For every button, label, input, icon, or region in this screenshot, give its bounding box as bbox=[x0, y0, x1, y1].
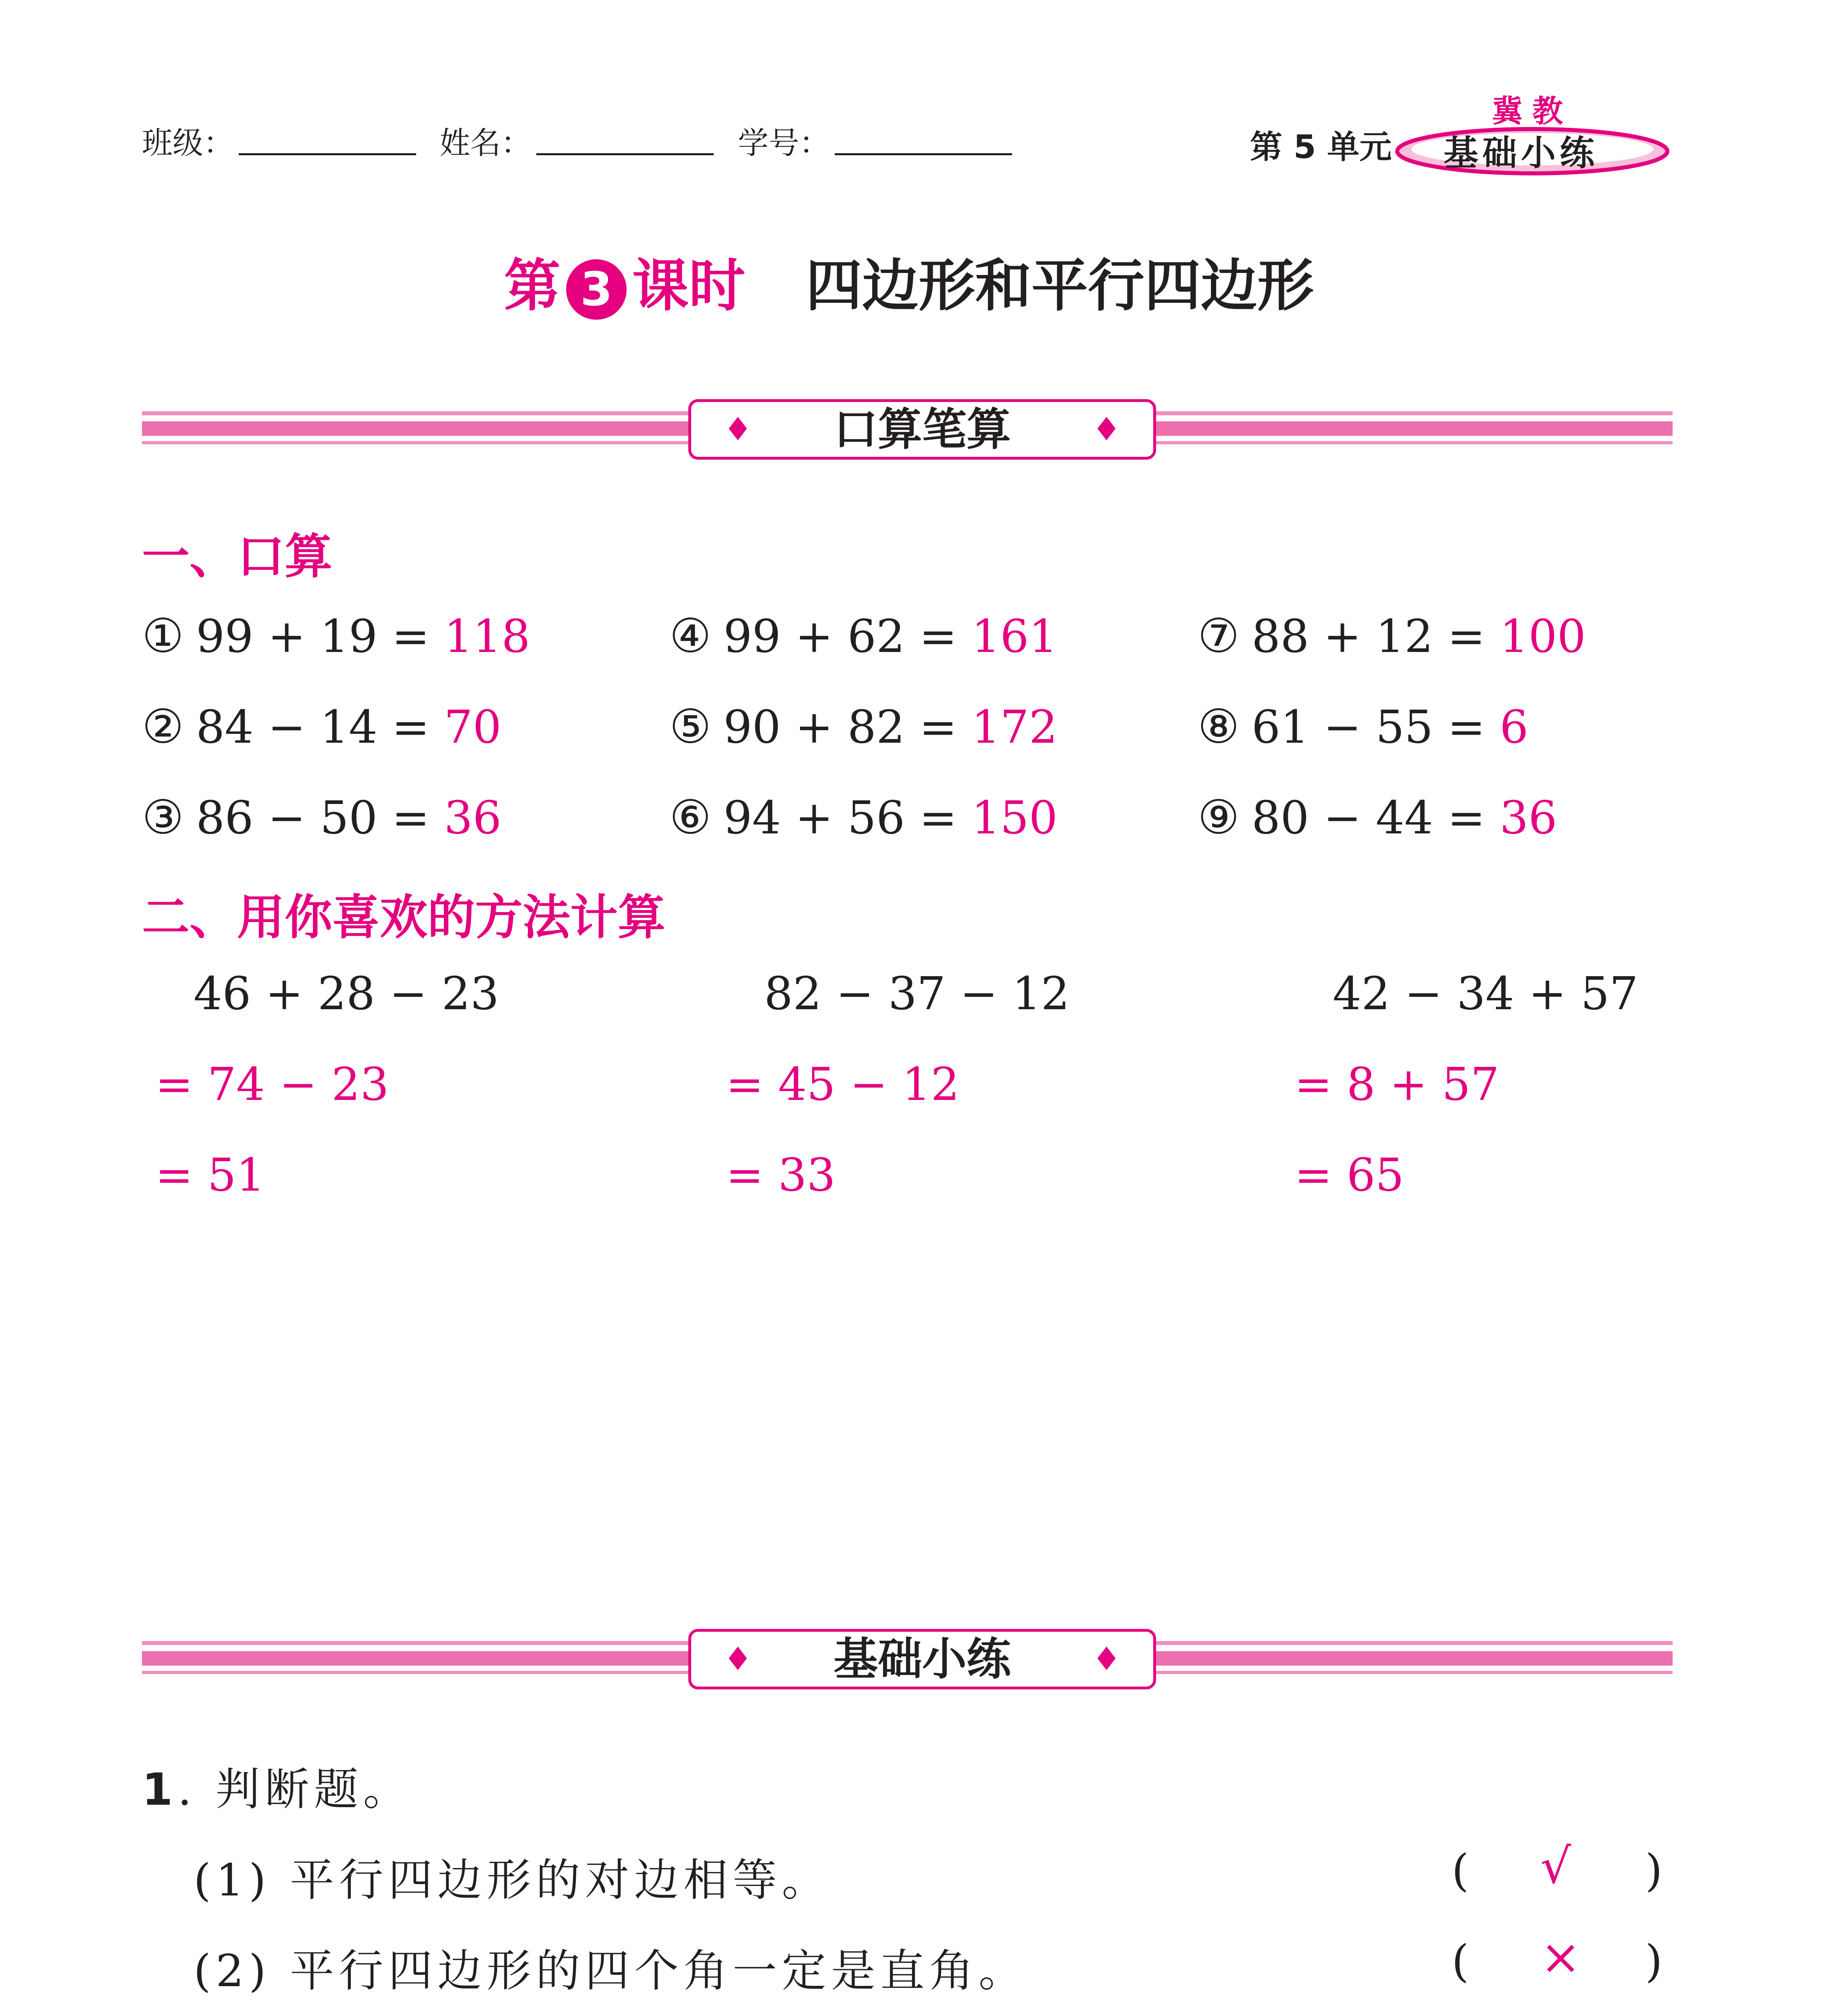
oral-item: ④ 99 + 62 = 161 bbox=[669, 609, 1058, 663]
class-label: 班级： bbox=[142, 125, 234, 161]
calc-expression: 42 − 34 + 57 bbox=[1333, 968, 1638, 1020]
diamond-icon: ♦ bbox=[1092, 410, 1121, 448]
lesson-topic: 四边形和平行四边形 bbox=[806, 253, 1314, 319]
calc-expression: 46 + 28 − 23 bbox=[194, 968, 499, 1020]
answer-paren-right: ) bbox=[1645, 1845, 1663, 1896]
judge-item-2: (2) 平行四边形的四个角一定是直角。 bbox=[194, 1945, 1028, 1997]
calc-step: = 74 − 23 bbox=[155, 1058, 389, 1111]
oral-item: ⑤ 90 + 82 = 172 bbox=[669, 700, 1058, 754]
lesson-number-badge: 3 bbox=[566, 259, 627, 320]
class-blank[interactable] bbox=[239, 121, 416, 155]
calc-step: = 65 bbox=[1294, 1149, 1404, 1202]
brand-name: 基础小练 bbox=[1444, 133, 1598, 173]
heading-calc: 二、用你喜欢的方法计算 bbox=[142, 889, 666, 945]
name-label: 姓名： bbox=[440, 125, 531, 161]
number-label: 学号： bbox=[738, 125, 830, 161]
section-banner-oral bbox=[142, 399, 1673, 455]
calc-step: = 45 − 12 bbox=[726, 1058, 960, 1111]
name-field bbox=[440, 121, 714, 165]
oral-item: ⑦ 88 + 12 = 100 bbox=[1198, 609, 1586, 663]
calc-expression: 82 − 37 − 12 bbox=[764, 968, 1070, 1020]
lesson-suffix: 课时 bbox=[632, 253, 746, 319]
brand-publisher: 冀教 bbox=[1492, 93, 1573, 129]
diamond-icon: ♦ bbox=[723, 1640, 752, 1678]
answer-paren-left: ( bbox=[1452, 1935, 1469, 1987]
heading-oral: 一、口算 bbox=[142, 529, 333, 584]
answer-paren-left: ( bbox=[1452, 1845, 1469, 1896]
calc-step: = 51 bbox=[155, 1149, 265, 1202]
banner-label: ♦ 基础小练 ♦ bbox=[688, 1629, 1156, 1689]
answer-mark-2[interactable]: × bbox=[1540, 1929, 1581, 1985]
unit-label: 第 5 单元 bbox=[1250, 128, 1392, 166]
lesson-prefix: 第 bbox=[504, 253, 561, 319]
class-field bbox=[142, 121, 416, 165]
oral-item: ⑨ 80 − 44 = 36 bbox=[1198, 790, 1557, 845]
oral-item: ① 99 + 19 = 118 bbox=[142, 609, 530, 663]
oral-item: ⑥ 94 + 56 = 150 bbox=[669, 790, 1058, 845]
question-1-title: 1. 判断题。 bbox=[142, 1764, 413, 1815]
judge-item-1: (1) 平行四边形的对边相等。 bbox=[194, 1854, 831, 1906]
banner-label: ♦ 口算笔算 ♦ bbox=[688, 399, 1156, 460]
section-banner-practice bbox=[142, 1629, 1673, 1685]
calc-step: = 33 bbox=[726, 1149, 835, 1202]
diamond-icon: ♦ bbox=[723, 410, 752, 448]
number-blank[interactable] bbox=[835, 121, 1012, 155]
lesson-title bbox=[504, 246, 1314, 327]
oral-item: ③ 86 − 50 = 36 bbox=[142, 790, 502, 845]
number-field bbox=[738, 121, 1012, 165]
name-blank[interactable] bbox=[536, 121, 714, 155]
calc-step: = 8 + 57 bbox=[1294, 1058, 1500, 1111]
answer-paren-right: ) bbox=[1645, 1935, 1663, 1987]
oral-item: ⑧ 61 − 55 = 6 bbox=[1198, 700, 1529, 754]
diamond-icon: ♦ bbox=[1092, 1640, 1121, 1678]
oral-item: ② 84 − 14 = 70 bbox=[142, 700, 502, 754]
answer-mark-1[interactable]: √ bbox=[1540, 1839, 1571, 1895]
